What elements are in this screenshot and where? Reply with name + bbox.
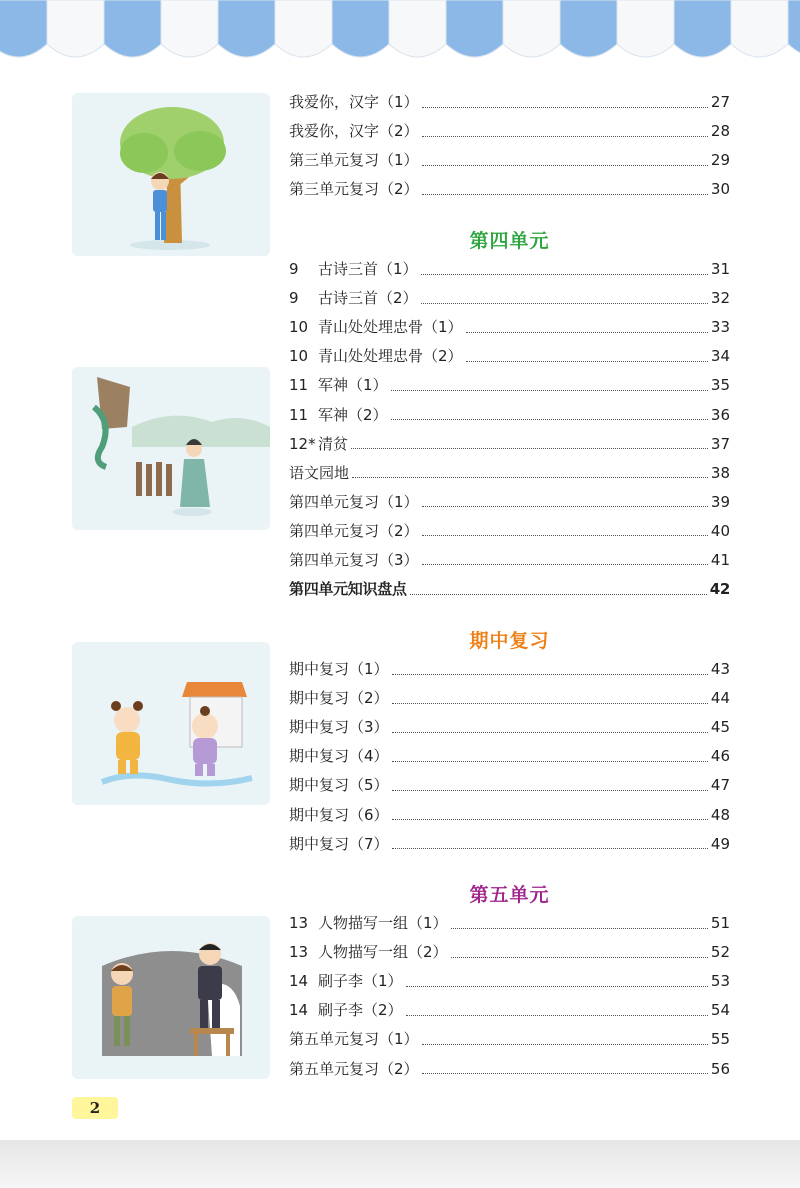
toc-entry[interactable] — [289, 255, 730, 284]
toc-section-midterm — [289, 655, 730, 859]
toc-dot-leader — [422, 534, 708, 536]
toc-entry-title: 第三单元复习（1） — [289, 151, 419, 170]
toc-dot-leader — [422, 135, 708, 137]
toc-entry-number: 10 — [289, 318, 309, 337]
toc-entry-title: 第四单元复习（2） — [289, 521, 419, 540]
unit-heading-unit5: 第五单元 — [469, 884, 550, 906]
toc-entry-page: 33 — [710, 318, 730, 337]
toc-entry[interactable] — [289, 146, 730, 175]
page-shadow — [0, 1140, 800, 1188]
toc-entry-page: 52 — [710, 943, 730, 962]
toc-entry-number: 9 — [289, 289, 299, 308]
toc-entry-number: 9 — [289, 260, 299, 279]
toc-dot-leader — [391, 418, 708, 420]
toc-dot-leader — [406, 1014, 708, 1016]
toc-entry-page: 32 — [710, 289, 730, 308]
toc-dot-leader — [392, 818, 708, 820]
toc-dot-leader — [392, 760, 708, 762]
toc-entry-page: 34 — [710, 347, 730, 366]
toc-entry-page: 28 — [710, 122, 730, 141]
toc-entry-title: 期中复习（7） — [289, 834, 389, 853]
toc-dot-leader — [422, 1072, 708, 1074]
toc-entry-page: 44 — [710, 689, 730, 708]
toc-entry-page: 37 — [710, 434, 730, 453]
toc-dot-leader — [392, 789, 708, 791]
toc-entry-page: 53 — [710, 972, 730, 991]
toc-entry-title: 古诗三首（2） — [318, 289, 418, 308]
toc-entry-title: 第四单元复习（1） — [289, 492, 419, 511]
toc-entry-title: 刷子李（2） — [318, 1001, 403, 1020]
toc-entry[interactable] — [289, 996, 730, 1025]
awning-stripe — [446, 0, 503, 57]
toc-section-unit3 — [289, 88, 730, 204]
toc-entry[interactable] — [289, 430, 730, 459]
toc-entry[interactable] — [289, 713, 730, 742]
toc-entry[interactable] — [289, 655, 730, 684]
toc-entry-page: 29 — [710, 151, 730, 170]
page-number-badge: 2 — [72, 1097, 118, 1119]
toc-entry[interactable] — [289, 830, 730, 859]
toc-entry-page: 31 — [710, 260, 730, 279]
toc-entry-title: 期中复习（5） — [289, 776, 389, 795]
toc-entry[interactable] — [289, 771, 730, 800]
toc-entry-page: 38 — [710, 463, 730, 482]
toc-dot-leader — [422, 1043, 708, 1045]
unit-heading-unit4: 第四单元 — [469, 230, 550, 252]
toc-entry[interactable] — [289, 175, 730, 204]
awning-stripe — [503, 0, 560, 57]
toc-dot-leader — [410, 593, 707, 595]
toc-dot-leader — [421, 273, 708, 275]
toc-entry-page: 40 — [710, 521, 730, 540]
toc-dot-leader — [392, 673, 708, 675]
toc-dot-leader — [451, 927, 708, 929]
toc-entry[interactable] — [289, 575, 730, 604]
toc-dot-leader — [392, 731, 708, 733]
toc-entry-title: 期中复习（2） — [289, 689, 389, 708]
toc-entry-number: 12* — [289, 434, 316, 453]
toc-entry[interactable] — [289, 546, 730, 575]
toc-entry-page: 39 — [710, 492, 730, 511]
awning-stripe — [788, 0, 800, 57]
toc-entry[interactable] — [289, 313, 730, 342]
toc-entry-title: 第四单元知识盘点 — [289, 580, 407, 599]
toc-entry[interactable] — [289, 488, 730, 517]
toc-entry-title: 期中复习（6） — [289, 805, 389, 824]
toc-entry-page: 55 — [710, 1030, 730, 1049]
awning-stripe — [731, 0, 788, 57]
toc-entry-number: 10 — [289, 347, 309, 366]
awning-stripe — [560, 0, 617, 57]
toc-entry[interactable] — [289, 459, 730, 488]
toc-entry-page: 47 — [710, 776, 730, 795]
toc-entry[interactable] — [289, 742, 730, 771]
toc-dot-leader — [422, 563, 708, 565]
toc-entry-title: 军神（2） — [318, 405, 388, 424]
toc-entry-number: 13 — [289, 914, 309, 933]
awning-decoration — [0, 0, 800, 80]
toc-entry-title: 青山处处埋忠骨（2） — [318, 347, 463, 366]
toc-entry-title: 古诗三首（1） — [318, 260, 418, 279]
toc-entry-title: 我爱你，汉字（2） — [289, 122, 419, 141]
toc-entry[interactable] — [289, 117, 730, 146]
awning-stripe — [104, 0, 161, 57]
toc-entry-title: 第五单元复习（2） — [289, 1059, 419, 1078]
toc-entry-title: 我爱你，汉字（1） — [289, 93, 419, 112]
toc-dot-leader — [392, 847, 708, 849]
toc-entry-page: 41 — [710, 550, 730, 569]
toc-dot-leader — [352, 476, 708, 478]
toc-entry-title: 人物描写一组（2） — [318, 943, 448, 962]
toc-dot-leader — [391, 389, 708, 391]
toc-entry[interactable] — [289, 800, 730, 829]
boy-under-tree-illustration — [72, 93, 270, 256]
toc-dot-leader — [421, 302, 708, 304]
toc-dot-leader — [422, 164, 708, 166]
toc-entry[interactable] — [289, 400, 730, 429]
toc-entry-page: 30 — [710, 180, 730, 199]
toc-entry-number: 14 — [289, 1001, 309, 1020]
awning-stripe — [161, 0, 218, 57]
awning-stripe — [218, 0, 275, 57]
toc-dot-leader — [451, 956, 708, 958]
awning-stripe — [0, 0, 47, 57]
toc-entry-title: 期中复习（1） — [289, 660, 389, 679]
toc-entry-title: 刷子李（1） — [318, 972, 403, 991]
toc-entry[interactable] — [289, 909, 730, 938]
toc-entry-page: 42 — [709, 580, 730, 599]
toc-entry-title: 人物描写一组（1） — [318, 914, 448, 933]
toc-entry-page: 27 — [710, 93, 730, 112]
toc-entry-number: 11 — [289, 405, 309, 424]
toc-entry[interactable] — [289, 684, 730, 713]
toc-entry-page: 56 — [710, 1059, 730, 1078]
toc-section-unit5 — [289, 909, 730, 1084]
toc-section-unit4 — [289, 255, 730, 604]
toc-entry-page: 46 — [710, 747, 730, 766]
toc-entry[interactable] — [289, 371, 730, 400]
brush-painter-illustration — [72, 916, 270, 1079]
toc-entry[interactable] — [289, 342, 730, 371]
toc-dot-leader — [466, 360, 708, 362]
toc-entry-title: 青山处处埋忠骨（1） — [318, 318, 463, 337]
toc-dot-leader — [422, 505, 708, 507]
toc-entry-title: 期中复习（4） — [289, 747, 389, 766]
awning-stripe — [332, 0, 389, 57]
awning-stripe — [617, 0, 674, 57]
toc-entry-title: 第四单元复习（3） — [289, 550, 419, 569]
toc-entry-number: 13 — [289, 943, 309, 962]
awning-stripe — [674, 0, 731, 57]
toc-entry-number: 14 — [289, 972, 309, 991]
toc-dot-leader — [392, 702, 708, 704]
toc-entry-page: 45 — [710, 718, 730, 737]
awning-stripe — [389, 0, 446, 57]
toc-entry-page: 43 — [710, 660, 730, 679]
children-playing-illustration — [72, 642, 270, 805]
unit-heading-midterm: 期中复习 — [469, 630, 550, 652]
toc-entry[interactable] — [289, 284, 730, 313]
toc-entry-title: 第三单元复习（2） — [289, 180, 419, 199]
toc-dot-leader — [351, 447, 708, 449]
toc-entry-page: 54 — [710, 1001, 730, 1020]
toc-entry-title: 清贫 — [318, 434, 349, 453]
toc-entry-title: 语文园地 — [289, 463, 350, 482]
toc-entry-title: 第五单元复习（1） — [289, 1030, 419, 1049]
toc-entry-number: 11 — [289, 376, 309, 395]
toc-entry-page: 48 — [710, 805, 730, 824]
toc-entry[interactable] — [289, 967, 730, 996]
toc-entry[interactable] — [289, 517, 730, 546]
toc-dot-leader — [466, 331, 708, 333]
toc-entry-title: 军神（1） — [318, 376, 388, 395]
toc-dot-leader — [406, 985, 708, 987]
toc-dot-leader — [422, 193, 708, 195]
toc-entry[interactable] — [289, 1025, 730, 1054]
toc-entry-page: 36 — [710, 405, 730, 424]
toc-dot-leader — [422, 106, 708, 108]
toc-entry-title: 期中复习（3） — [289, 718, 389, 737]
toc-entry-page: 35 — [710, 376, 730, 395]
scholar-by-fence-illustration — [72, 367, 270, 530]
awning-stripe — [275, 0, 332, 57]
toc-entry[interactable] — [289, 1054, 730, 1083]
toc-entry-page: 49 — [710, 834, 730, 853]
awning-stripe — [47, 0, 104, 57]
toc-entry-page: 51 — [710, 914, 730, 933]
toc-entry[interactable] — [289, 88, 730, 117]
toc-entry[interactable] — [289, 938, 730, 967]
